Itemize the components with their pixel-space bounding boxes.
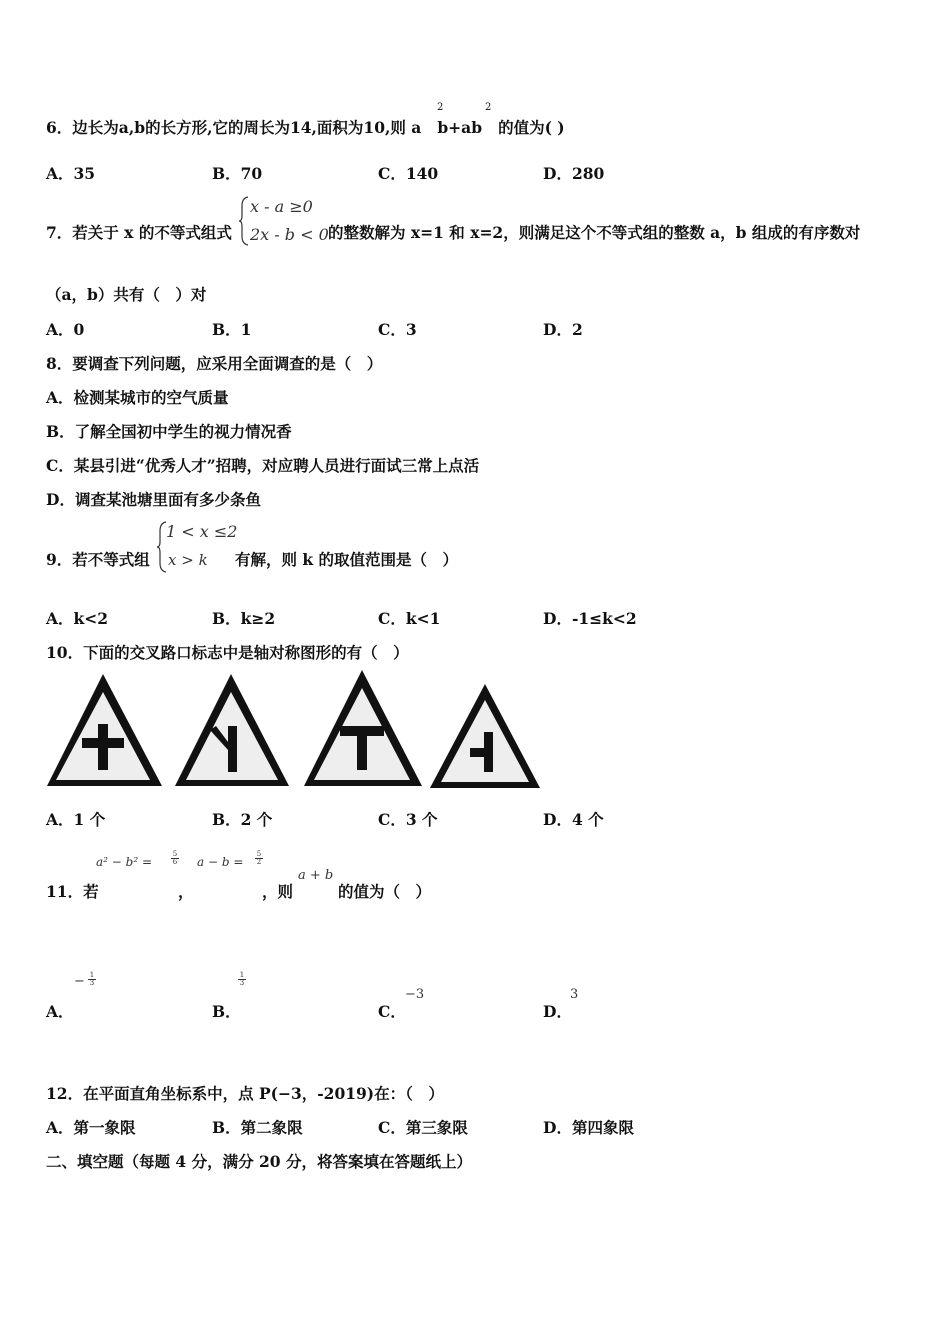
q11-option-a-label[interactable]: A． <box>46 1002 74 1021</box>
q6-sup-2: 2 <box>485 102 492 113</box>
q6-option-a[interactable]: A．35 <box>46 164 96 183</box>
q6-option-b[interactable]: B．70 <box>212 164 263 183</box>
q11-option-d-label[interactable]: D． <box>543 1002 572 1021</box>
q7-option-b[interactable]: B．1 <box>212 320 252 339</box>
t-junction-sign <box>304 670 422 786</box>
q9-option-a[interactable]: A．k<2 <box>46 609 109 628</box>
section-2-heading: 二、填空题（每题 4 分，满分 20 分，将答案填在答题纸上） <box>46 1152 472 1171</box>
q9-equation-1: 1 < x ≤2 <box>166 522 238 541</box>
q10-option-a[interactable]: A．1 个 <box>46 810 106 829</box>
q11-equation-a-fraction: $\frac{5}{6}$ <box>172 850 178 866</box>
q8-option-b[interactable]: B．了解全国初中学生的视力情况香 <box>46 422 292 441</box>
q11-option-c-value: −3 <box>405 987 425 1002</box>
q12-option-c[interactable]: C．第三象限 <box>378 1118 468 1137</box>
side-junction-sign <box>430 684 540 788</box>
q10-option-b[interactable]: B．2 个 <box>212 810 273 829</box>
q11-equation-a: a² − b² = <box>96 855 153 869</box>
q12-stem: 12．在平面直角坐标系中，点 P(−3，-2019)在：（ ） <box>46 1084 444 1103</box>
q11-comma-2: ，则 <box>262 882 294 901</box>
q9-suffix: 有解，则 k 的取值范围是（ ） <box>235 550 459 569</box>
q8-stem: 8．要调查下列问题，应采用全面调查的是（ ） <box>46 354 383 373</box>
q10-stem: 10．下面的交叉路口标志中是轴对称图形的有（ ） <box>46 643 409 662</box>
q11-option-b-fraction: $\frac{1}{3}$ <box>239 971 245 987</box>
q7-brace <box>238 196 250 246</box>
q8-option-c[interactable]: C．某县引进“优秀人才”招聘，对应聘人员进行面试三常上点活 <box>46 456 480 475</box>
q11-comma-1: ， <box>178 882 194 901</box>
q11-suffix: 的值为（ ） <box>338 882 432 901</box>
q7-suffix: 的整数解为 x=1 和 x=2，则满足这个不等式组的整数 a，b 组成的有序数对 <box>328 223 861 242</box>
q9-option-d[interactable]: D．-1≤k<2 <box>543 609 637 628</box>
q11-option-a-sign: − <box>74 974 85 989</box>
q11-expression: a + b <box>298 868 334 883</box>
q11-option-b-label[interactable]: B． <box>212 1002 241 1021</box>
q8-option-d[interactable]: D．调查某池塘里面有多少条鱼 <box>46 490 261 509</box>
q6-sup-1: 2 <box>437 102 444 113</box>
q9-option-b[interactable]: B．k≥2 <box>212 609 276 628</box>
q10-option-c[interactable]: C．3 个 <box>378 810 438 829</box>
q7-option-a[interactable]: A．0 <box>46 320 85 339</box>
q12-option-a[interactable]: A．第一象限 <box>46 1118 136 1137</box>
q11-option-a-fraction: $\frac{1}{3}$ <box>89 971 95 987</box>
q9-prefix: 9．若不等式组 <box>46 550 150 569</box>
q9-equation-2: x > k <box>168 551 208 569</box>
q7-option-d[interactable]: D．2 <box>543 320 583 339</box>
q6-option-d[interactable]: D．280 <box>543 164 605 183</box>
q9-option-c[interactable]: C．k<1 <box>378 609 441 628</box>
q7-stem-line-2: （a，b）共有（ ）对 <box>46 285 207 304</box>
q10-option-d[interactable]: D．4 个 <box>543 810 604 829</box>
q11-option-c-label[interactable]: C． <box>378 1002 406 1021</box>
q12-option-d[interactable]: D．第四象限 <box>543 1118 634 1137</box>
q7-equation-1: x - a ≥0 <box>250 197 313 216</box>
crossroad-sign <box>47 674 162 786</box>
q11-equation-b-fraction: $\frac{5}{2}$ <box>256 850 262 866</box>
q11-prefix: 11．若 <box>46 882 99 901</box>
q6-stem: 6．边长为a,b的长方形,它的周长为14,面积为10,则 a b+ab 的值为( ) <box>46 118 565 137</box>
q7-equation-2: 2x - b < 0 <box>250 225 329 244</box>
q7-prefix: 7．若关于 x 的不等式组式 <box>46 223 232 242</box>
q11-option-d-value: 3 <box>570 987 579 1002</box>
q11-equation-b: a − b = <box>197 855 244 869</box>
q12-option-b[interactable]: B．第二象限 <box>212 1118 303 1137</box>
y-junction-sign <box>175 674 289 786</box>
q7-option-c[interactable]: C．3 <box>378 320 417 339</box>
q10-sign-figures <box>46 668 546 793</box>
q6-option-c[interactable]: C．140 <box>378 164 439 183</box>
q8-option-a[interactable]: A．检测某城市的空气质量 <box>46 388 229 407</box>
